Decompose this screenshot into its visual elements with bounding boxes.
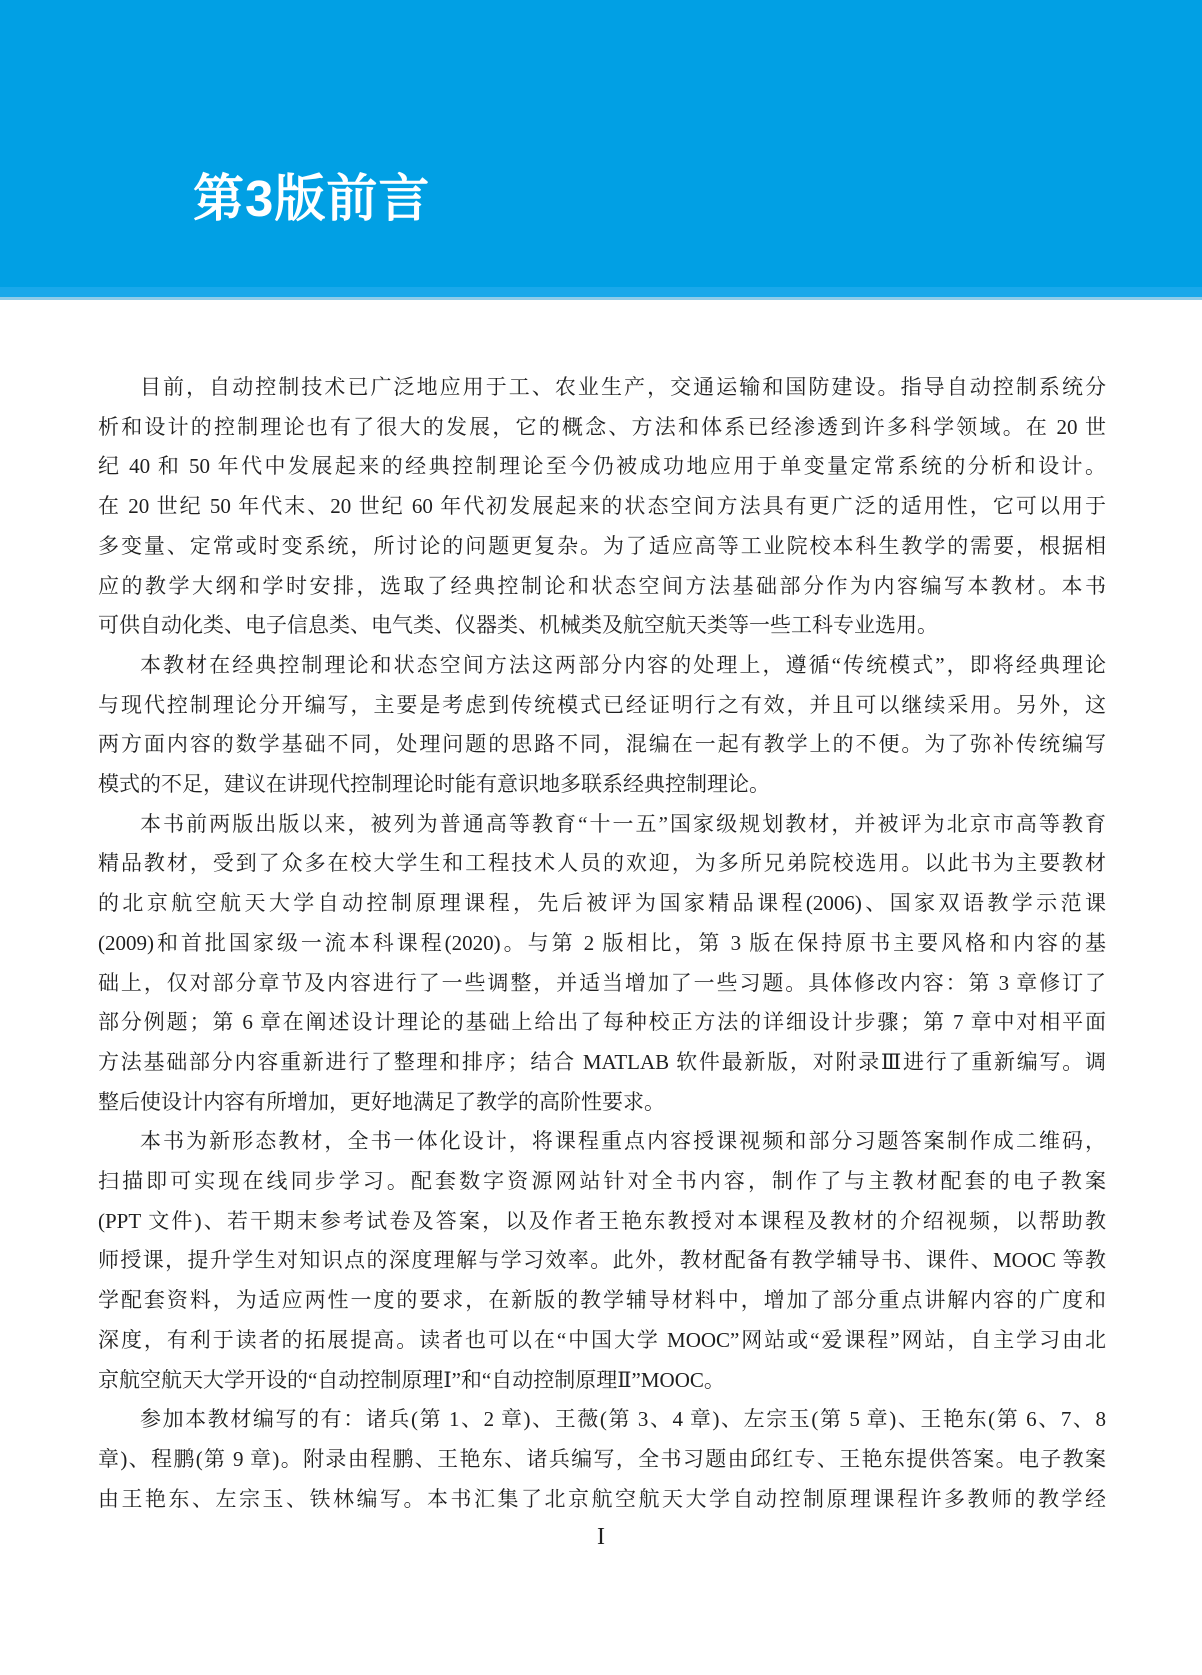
paragraph bbox=[98, 1400, 1106, 1519]
text-line: 京航空航天大学开设的“自动控制原理Ⅰ”和“自动控制原理Ⅱ”MOOC。 bbox=[98, 1367, 725, 1392]
text-line: (2009)和首批国家级一流本科课程(2020)。与第 2 版相比，第 3 版在保持原书主要风格和内容的基 bbox=[98, 930, 1106, 955]
paragraph bbox=[98, 1122, 1106, 1400]
text-line: 在 20 世纪 50 年代末、20 世纪 60 年代初发展起来的状态空间方法具有更广泛的适用性，它可以用于 bbox=[98, 494, 1106, 519]
text-line: 整后使设计内容有所增加，更好地满足了教学的高阶性要求。 bbox=[98, 1089, 665, 1114]
text-line: 与现代控制理论分开编写，主要是考虑到传统模式已经证明行之有效，并且可以继续采用。另外，这 bbox=[98, 692, 1106, 717]
text-line: 析和设计的控制理论也有了很大的发展，它的概念、方法和体系已经渗透到许多科学领域。在 20 世 bbox=[98, 414, 1106, 439]
text-line: 应的教学大纲和学时安排，选取了经典控制论和状态空间方法基础部分作为内容编写本教材。本书 bbox=[98, 573, 1106, 598]
text-line: 扫描即可实现在线同步学习。配套数字资源网站针对全书内容，制作了与主教材配套的电子教案 bbox=[98, 1169, 1106, 1194]
text-line: 可供自动化类、电子信息类、电气类、仪器类、机械类及航空航天类等一些工科专业选用。 bbox=[98, 613, 938, 638]
text-line: 方法基础部分内容重新进行了整理和排序；结合 MATLAB 软件最新版，对附录Ⅲ进行了重新编写。调 bbox=[98, 1049, 1106, 1074]
header-band-strip bbox=[0, 287, 1202, 297]
text-line: 章)、程鹏(第 9 章)。附录由程鹏、王艳东、诸兵编写，全书习题由邱红专、王艳东提供答案。电子教案 bbox=[98, 1446, 1106, 1471]
text-line: 深度，有利于读者的拓展提高。读者也可以在“中国大学 MOOC”网站或“爱课程”网站，自主学习由北 bbox=[98, 1327, 1106, 1352]
text-line: 本教材在经典控制理论和状态空间方法这两部分内容的处理上，遵循“传统模式”，即将经典理论 bbox=[140, 652, 1106, 677]
paragraph bbox=[98, 368, 1106, 646]
text-line: 多变量、定常或时变系统，所讨论的问题更复杂。为了适应高等工业院校本科生教学的需要，根据相 bbox=[98, 533, 1106, 558]
text-line: 师授课，提升学生对知识点的深度理解与学习效率。此外，教材配备有教学辅导书、课件、MOOC 等教 bbox=[98, 1248, 1106, 1273]
text-line: 模式的不足，建议在讲现代控制理论时能有意识地多联系经典控制理论。 bbox=[98, 772, 770, 797]
header-band bbox=[0, 0, 1202, 287]
text-line: 纪 40 和 50 年代中发展起来的经典控制理论至今仍被成功地应用于单变量定常系统的分析和设计。 bbox=[98, 454, 1106, 479]
text-line: 的北京航空航天大学自动控制原理课程，先后被评为国家精品课程(2006)、国家双语教学示范课 bbox=[98, 891, 1106, 916]
paragraph bbox=[98, 805, 1106, 1123]
text-line: 础上，仅对部分章节及内容进行了一些调整，并适当增加了一些习题。具体修改内容：第 3 章修订了 bbox=[98, 970, 1106, 995]
paragraph bbox=[98, 646, 1106, 805]
preface-body bbox=[98, 368, 1106, 1519]
text-line: 两方面内容的数学基础不同，处理问题的思路不同，混编在一起有教学上的不便。为了弥补传统编写 bbox=[98, 732, 1106, 757]
text-line: 本书为新形态教材，全书一体化设计，将课程重点内容授课视频和部分习题答案制作成二维码， bbox=[140, 1129, 1106, 1154]
text-line: 学配套资料，为适应两性一度的要求，在新版的教学辅导材料中，增加了部分重点讲解内容的广度和 bbox=[98, 1288, 1106, 1313]
text-line: 目前，自动控制技术已广泛地应用于工、农业生产，交通运输和国防建设。指导自动控制系统分 bbox=[140, 375, 1106, 399]
text-line: 由王艳东、左宗玉、铁林编写。本书汇集了北京航空航天大学自动控制原理课程许多教师的教学经 bbox=[98, 1486, 1106, 1511]
text-line: 参加本教材编写的有：诸兵(第 1、2 章)、王薇(第 3、4 章)、左宗玉(第 5 章)、王艳东(第 6、7、8 bbox=[140, 1407, 1106, 1432]
text-line: 精品教材，受到了众多在校大学生和工程技术人员的欢迎，为多所兄弟院校选用。以此书为主要教材 bbox=[98, 851, 1106, 876]
page-title: 第3版前言 bbox=[193, 170, 431, 227]
text-line: 本书前两版出版以来，被列为普通高等教育“十一五”国家级规划教材，并被评为北京市高等教育 bbox=[140, 811, 1106, 836]
header-band-edge bbox=[0, 297, 1202, 300]
text-line: (PPT 文件)、若干期末参考试卷及答案，以及作者王艳东教授对本课程及教材的介绍视频，以帮助教 bbox=[98, 1208, 1106, 1233]
text-line: 部分例题；第 6 章在阐述设计理论的基础上给出了每种校正方法的详细设计步骤；第 7 章中对相平面 bbox=[98, 1010, 1106, 1035]
page-number: I bbox=[597, 1524, 605, 1550]
